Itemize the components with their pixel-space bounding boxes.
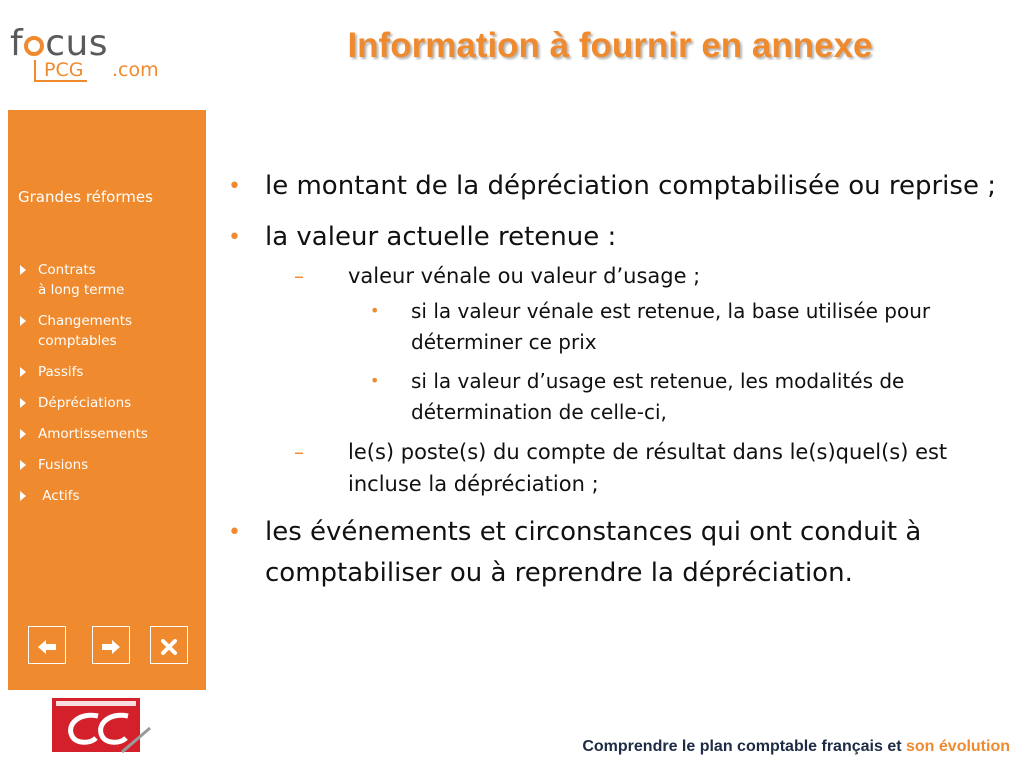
slide-content (222, 166, 1012, 604)
triangle-right-icon (20, 398, 26, 408)
sidebar-item-actifs[interactable]: Actifs (18, 486, 203, 506)
next-button[interactable] (92, 626, 130, 664)
footer-caption: Comprendre le plan comptable français et son évolution (582, 738, 1010, 755)
sidebar-item-contrats[interactable]: Contrats à long terme (18, 260, 203, 300)
bullet-dot-icon: • (228, 225, 241, 250)
bullet-evenements: • les événements et circonstances qui ont conduit à comptabiliser ou à reprendre la dépréciation. (222, 512, 1012, 594)
sidebar (8, 110, 206, 690)
sidebar-item-fusions[interactable]: Fusions (18, 455, 203, 475)
triangle-right-icon (20, 460, 26, 470)
bullet-dot-icon: • (370, 371, 380, 390)
logo-o-ring-icon (24, 36, 44, 56)
dash-icon: – (294, 264, 304, 288)
sidebar-item-passifs[interactable]: Passifs (18, 362, 203, 382)
dash-icon: – (294, 440, 304, 464)
sidebar-item-changements[interactable]: Changements comptables (18, 311, 203, 351)
bullet-dot-icon: • (228, 174, 241, 199)
triangle-right-icon (20, 367, 26, 377)
sidebar-menu (18, 260, 203, 517)
triangle-right-icon (20, 491, 26, 501)
triangle-right-icon (20, 429, 26, 439)
sub-bullet-valeur-venale: – valeur vénale ou valeur d’usage ; (222, 260, 1012, 292)
triangle-right-icon (20, 265, 26, 275)
logo-com-text: .com (112, 59, 159, 81)
triangle-right-icon (20, 316, 26, 326)
logo-pcg-text: PCG (34, 60, 87, 82)
previous-button[interactable] (28, 626, 66, 664)
bullet-dot-icon: • (228, 520, 241, 545)
sidebar-heading: Grandes réformes (18, 188, 153, 206)
nav-buttons (28, 626, 188, 666)
bullet-dot-icon: • (370, 301, 380, 320)
sub-bullet-postes: – le(s) poste(s) du compte de résultat dans le(s)quel(s) est incluse la dépréciation ; (222, 436, 1012, 500)
close-icon (161, 639, 177, 655)
arrow-left-icon (37, 639, 57, 655)
subsub-bullet-venale: • si la valeur vénale est retenue, la base utilisée pour déterminer ce prix (222, 296, 1012, 358)
sidebar-item-depreciations[interactable]: Dépréciations (18, 393, 203, 413)
bullet-valeur-actuelle: • la valeur actuelle retenue : (222, 217, 1012, 258)
sidebar-item-amortissements[interactable]: Amortissements (18, 424, 203, 444)
bullet-montant: • le montant de la dépréciation comptabilisée ou reprise ; (222, 166, 1012, 207)
subsub-bullet-usage: • si la valeur d’usage est retenue, les modalités de détermination de celle-ci, (222, 366, 1012, 428)
arrow-right-icon (101, 639, 121, 655)
close-button[interactable] (150, 626, 188, 664)
logo-focus-text: f cus (10, 23, 109, 64)
slide-title: Information à fournir en annexe (347, 26, 873, 65)
focus-pcg-logo (10, 23, 170, 86)
ordre-experts-comptables-logo (52, 698, 152, 754)
